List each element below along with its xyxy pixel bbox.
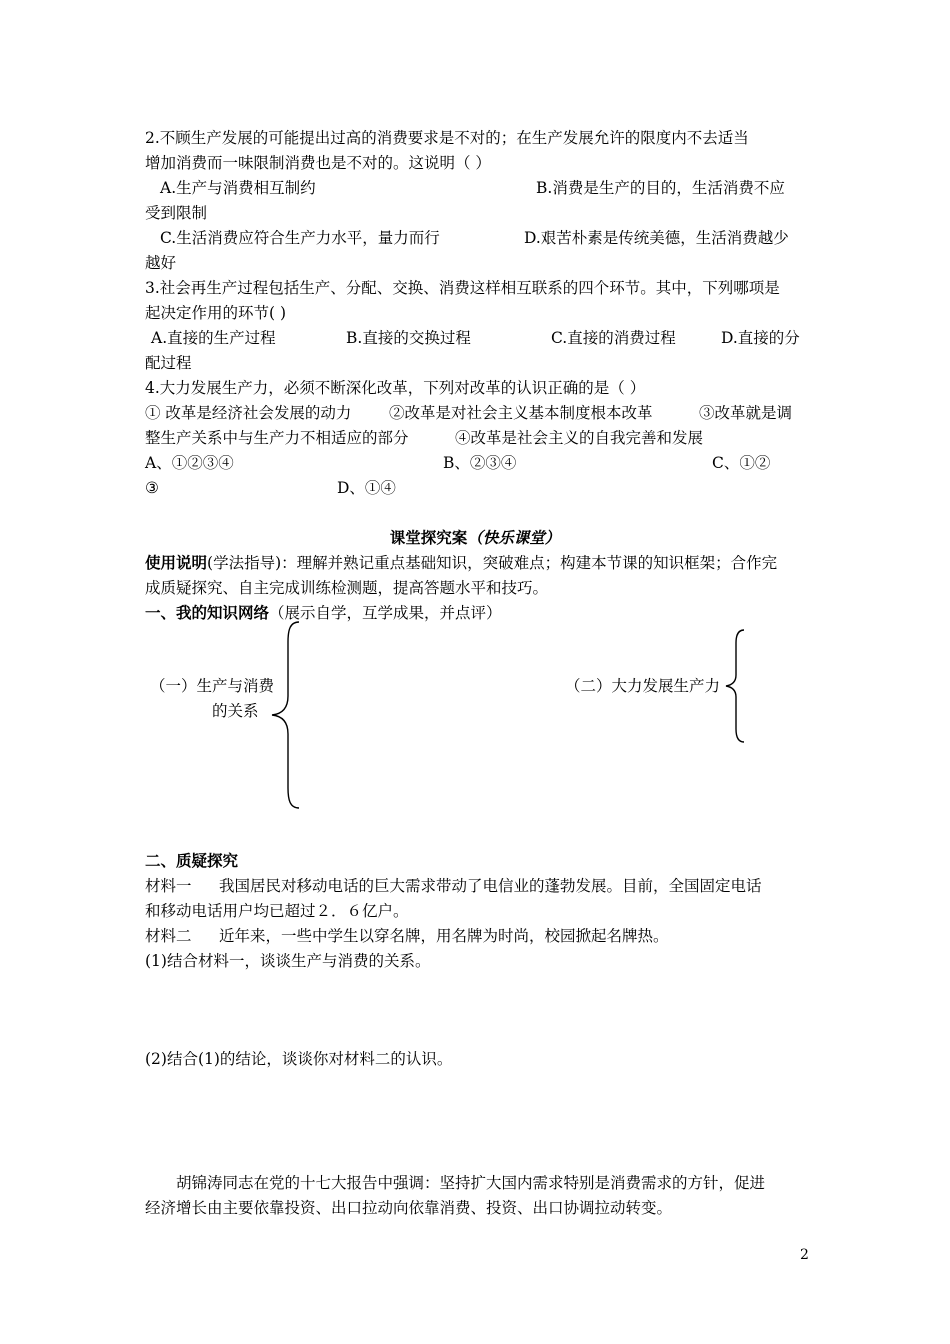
- material-1-text: 我国居民对移动电话的巨大需求带动了电信业的蓬勃发展。目前，全国固定电话: [219, 877, 762, 895]
- question-1: (1)结合材料一，谈谈生产与消费的关系。: [145, 952, 431, 970]
- q3-stem-line2: 起决定作用的环节( ): [145, 304, 287, 322]
- part1-note: （展示自学，互学成果，并点评）: [269, 604, 502, 622]
- part1-title: 一、我的知识网络: [145, 603, 270, 622]
- q2-stem-line2: 增加消费而一味限制消费也是不对的。这说明（ ）: [145, 154, 491, 172]
- q4-statement-2: ②改革是对社会主义基本制度根本改革: [389, 404, 653, 422]
- closing-paragraph-line1: 胡锦涛同志在党的十七大报告中强调：坚持扩大国内需求特别是消费需求的方针，促进: [176, 1174, 766, 1192]
- question-2: (2)结合(1)的结论，谈谈你对材料二的认识。: [145, 1050, 453, 1068]
- q4-statement-1: ① 改革是经济社会发展的动力: [145, 404, 352, 422]
- usage-instructions: [145, 553, 777, 573]
- q4-statement-3: ③改革就是调: [699, 404, 793, 422]
- node-develop-productivity: （二）大力发展生产力: [565, 677, 721, 695]
- usage-text: (学法指导)：理解并熟记重点基础知识，突破难点；构建本节课的知识框架；合作完: [207, 554, 778, 572]
- q2-option-d: D.艰苦朴素是传统美德，生活消费越少: [524, 229, 789, 247]
- q4-option-a: A、①②③④: [145, 454, 234, 472]
- knowledge-network-heading: [145, 603, 502, 623]
- q2-stem-line1: 2.不顾生产发展的可能提出过高的消费要求是不对的；在生产发展允许的限度内不去适当: [145, 129, 749, 147]
- brace-left-icon: [268, 618, 308, 812]
- section-title-sub: （快乐课堂）: [467, 528, 561, 547]
- q3-option-b: B.直接的交换过程: [346, 329, 471, 347]
- q3-option-c: C.直接的消费过程: [551, 329, 676, 347]
- usage-text-cont: 成质疑探究、自主完成训练检测题，提高答题水平和技巧。: [145, 579, 549, 597]
- q4-statement-3-cont: 整生产关系中与生产力不相适应的部分: [145, 429, 409, 447]
- q3-option-d: D.直接的分: [721, 329, 800, 347]
- q4-option-c: C、①②: [712, 454, 771, 472]
- page-number: 2: [800, 1247, 809, 1263]
- node-production-consumption-cont: 的关系: [212, 702, 259, 720]
- q4-option-d: D、①④: [337, 479, 396, 497]
- material-2-text: 近年来，一些中学生以穿名牌，用名牌为时尚，校园掀起名牌热。: [219, 927, 669, 945]
- q3-option-d-cont: 配过程: [145, 354, 192, 372]
- q2-option-c: C.生活消费应符合生产力水平，量力而行: [160, 229, 440, 247]
- q2-option-b: B.消费是生产的目的，生活消费不应: [536, 179, 785, 197]
- material-1-label: 材料一: [145, 877, 192, 895]
- q4-statement-4: ④改革是社会主义的自我完善和发展: [455, 429, 704, 447]
- q2-option-b-cont: 受到限制: [145, 204, 208, 222]
- q3-option-a: A.直接的生产过程: [151, 329, 276, 347]
- usage-label: 使用说明: [145, 553, 208, 572]
- brace-right-icon: [724, 627, 754, 745]
- q4-stem: 4.大力发展生产力，必须不断深化改革，下列对改革的认识正确的是（ ）: [145, 379, 646, 397]
- closing-paragraph-line2: 经济增长由主要依靠投资、出口拉动向依靠消费、投资、出口协调拉动转变。: [145, 1199, 673, 1217]
- material-1-text-cont: 和移动电话用户均已超过２．６亿户。: [145, 902, 409, 920]
- material-2-label: 材料二: [145, 927, 192, 945]
- q2-option-a: A.生产与消费相互制约: [160, 179, 316, 197]
- section-title: [145, 528, 805, 548]
- q3-stem-line1: 3.社会再生产过程包括生产、分配、交换、消费这样相互联系的四个环节。其中，下列哪项是: [145, 279, 780, 297]
- q4-option-b: B、②③④: [443, 454, 517, 472]
- q2-option-d-cont: 越好: [145, 254, 177, 272]
- node-production-consumption: （一）生产与消费: [150, 677, 275, 695]
- section-title-main: 课堂探究案: [389, 528, 468, 547]
- part2-heading: 二、质疑探究: [145, 851, 239, 870]
- q4-option-c-cont: ③: [145, 479, 159, 497]
